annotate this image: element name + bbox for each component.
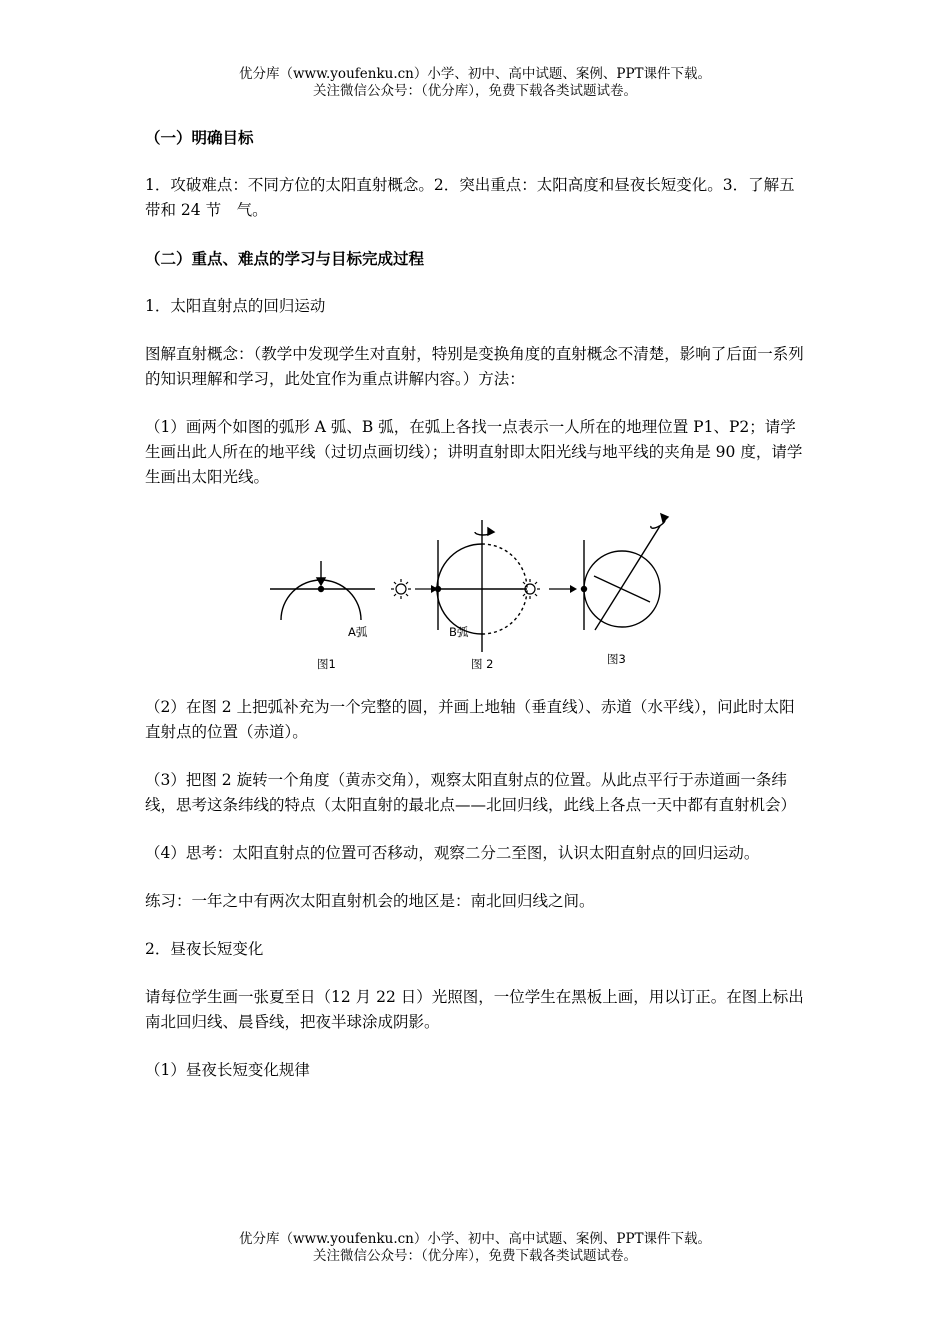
caption-figure-1: 图1 [317,657,336,671]
header-line-1: 优分库（www.youfenku.cn）小学、初中、高中试题、案例、PPT课件下载。 [238,66,712,82]
paragraph-step-4: （4）思考：太阳直射点的位置可否移动，观察二分二至图，认识太阳直射点的回归运动。 [145,844,760,862]
caption-figure-2: 图 2 [471,657,494,671]
paragraph-concept: 图解直射概念：（教学中发现学生对直射，特别是变换角度的直射概念不清楚，影响了后面一系列的知识理解和学习，此处宜作为重点讲解内容。）方法： [145,345,804,388]
sun-icon [520,579,570,599]
paragraph-subsection-2: 2．昼夜长短变化 [145,940,264,958]
label-b-arc: B弧 [449,625,469,639]
figure-1-drawing [270,561,375,620]
caption-figure-3: 图3 [607,652,626,666]
paragraph-exercise: 练习：一年之中有两次太阳直射机会的地区是：南北回归线之间。 [145,892,595,910]
sun-icon [391,579,431,599]
paragraph-step-3: （3）把图 2 旋转一个角度（黄赤交角），观察太阳直射点的位置。从此点平行于赤道画一条纬线，思考这条纬线的特点（太阳直射的最北点——北回归线，此线上各点一天中都有直射机会） [145,771,797,814]
heading-goals: （一）明确目标 [145,128,254,147]
footer-line-2: 关注微信公众号：（优分库），免费下载各类试题试卷。 [313,1248,637,1264]
footer-line-1: 优分库（www.youfenku.cn）小学、初中、高中试题、案例、PPT课件下载。 [238,1231,712,1247]
arrow-right-icon [570,585,577,593]
paragraph-step-1: （1）画两个如图的弧形 A 弧、B 弧，在弧上各找一点表示一人所在的地理位置 P1、P2；请学生画出此人所在的地平线（过切点画切线）；讲明直射即太阳光线与地平线的夹角是 90 度，请学生画出太阳光线。 [145,418,803,486]
paragraph-assignment: 请每位学生画一张夏至日（12 月 22 日）光照图，一位学生在黑板上画，用以订正。在图上标出南北回归线、晨昏线，把夜半球涂成阴影。 [145,988,804,1031]
figure-3-drawing [582,514,669,630]
paragraph-subsection-1: 1．太阳直射点的回归运动 [145,297,326,315]
page-header [0,66,950,100]
heading-process: （二）重点、难点的学习与目标完成过程 [145,249,425,268]
paragraph-goals: 1．攻破难点：不同方位的太阳直射概念。2．突出重点：太阳高度和昼夜长短变化。3．了解五带和 24 节 气。 [145,176,795,219]
page-footer [0,1231,950,1265]
paragraph-step-2: （2）在图 2 上把弧补充为一个完整的圆，并画上地轴（垂直线）、赤道（水平线），问此时太阳直射点的位置（赤道）。 [145,698,795,741]
header-line-2: 关注微信公众号：（优分库），免费下载各类试题试卷。 [313,83,637,99]
document-body [145,125,810,1083]
figure-direct-sunlight [145,490,810,695]
figure-svg [145,490,810,695]
label-a-arc: A弧 [348,625,368,639]
paragraph-rule-heading: （1）昼夜长短变化规律 [145,1061,310,1079]
